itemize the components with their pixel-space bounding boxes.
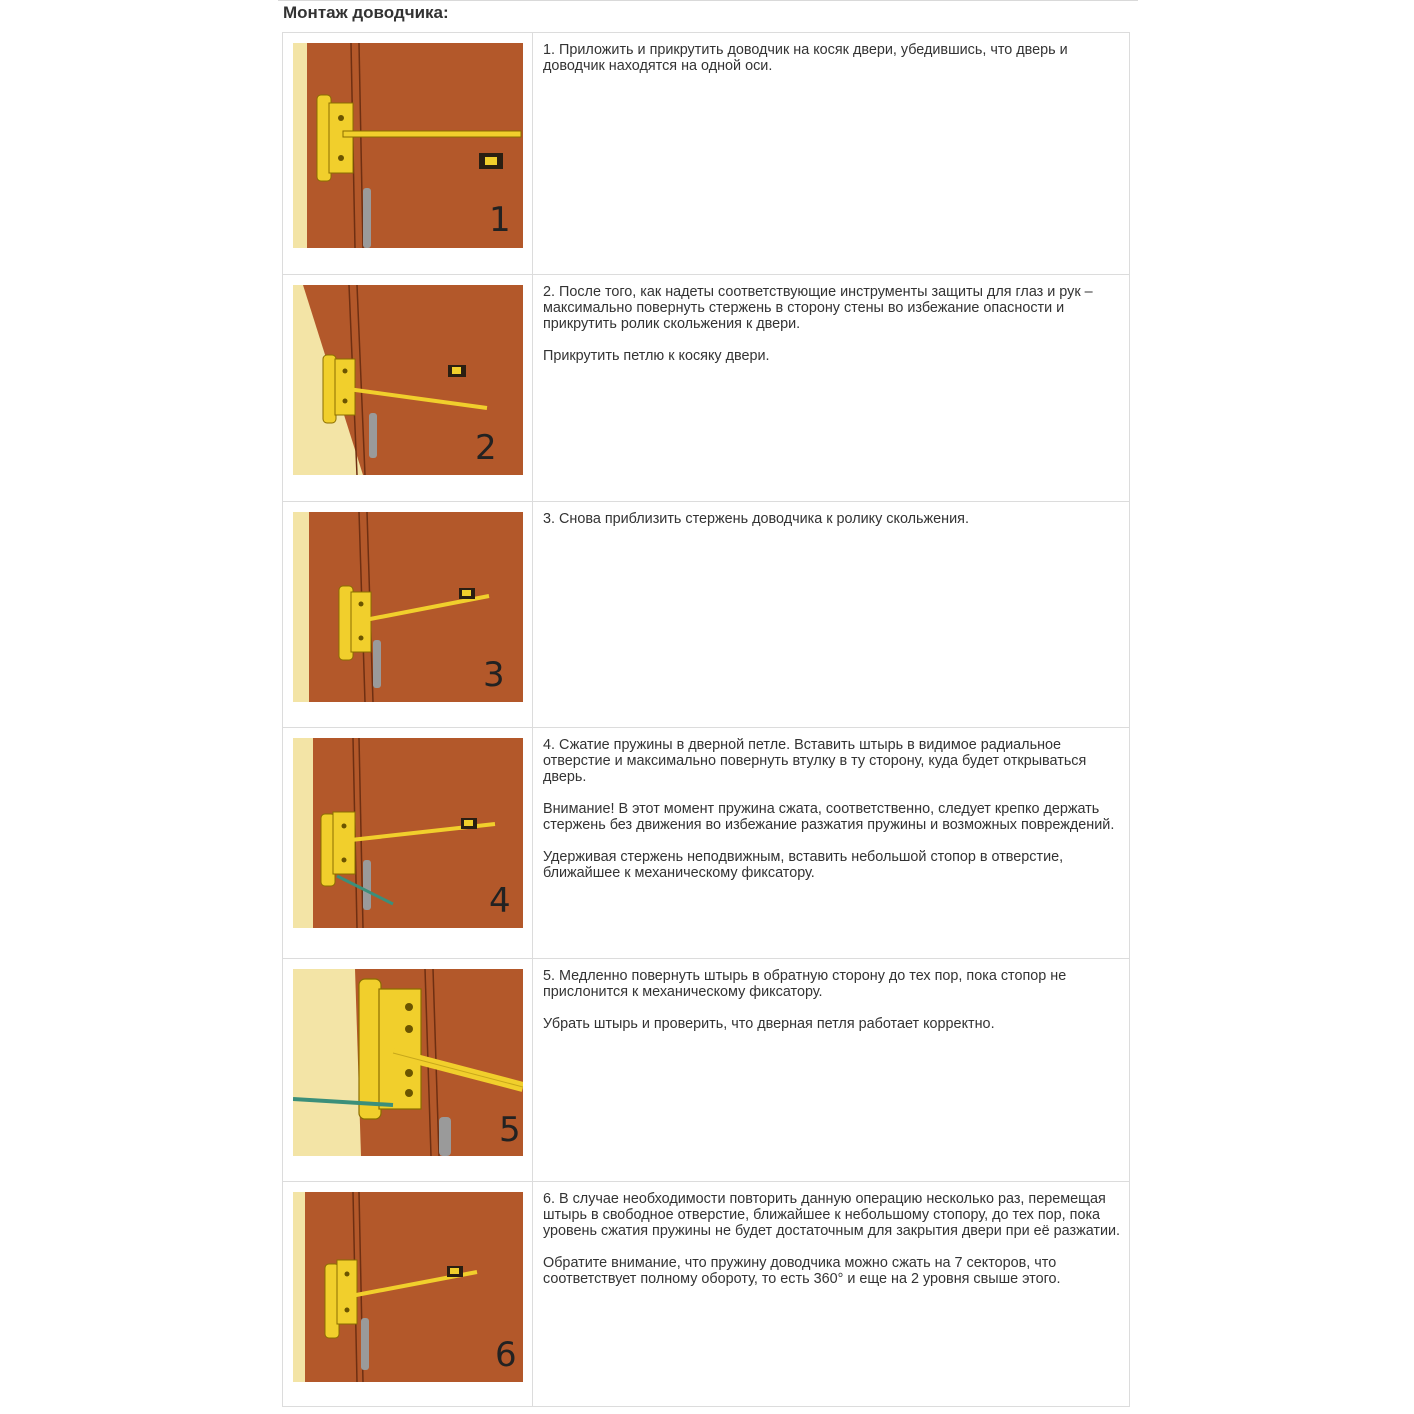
top-divider — [278, 0, 1138, 1]
step-illustration-5 — [293, 969, 523, 1156]
step-paragraph: 6. В случае необходимости повторить данную операцию несколько раз, перемещая штырь в свободное отверстие, ближайшее к небольшому стопору, до тех пор, пока уровень сжатия пружины не будет достаточным для закрытия двери при её разжатии. — [543, 1191, 1121, 1239]
step-row-2 — [283, 274, 1129, 501]
step-row-3 — [283, 501, 1129, 727]
step-paragraph: Убрать штырь и проверить, что дверная петля работает корректно. — [543, 1016, 995, 1032]
step-image-cell — [283, 728, 533, 958]
step-text-5 — [543, 968, 1121, 1048]
step-paragraph: Обратите внимание, что пружину доводчика можно сжать на 7 секторов, что соответствует полному обороту, то есть 360° и еще на 2 уровня свыше этого. — [543, 1255, 1061, 1287]
step-illustration-2 — [293, 285, 523, 475]
step-paragraph: Внимание! В этот момент пружина сжата, соответственно, следует крепко держать стержень без движения во избежание разжатия пружины и возможных повреждений. — [543, 801, 1115, 833]
step-paragraph: Удерживая стержень неподвижным, вставить небольшой стопор в отверстие, ближайшее к механическому фиксатору. — [543, 849, 1064, 881]
step-row-4 — [283, 727, 1129, 958]
step-paragraph: 4. Сжатие пружины в дверной петле. Вставить штырь в видимое радиальное отверстие и максимально повернуть втулку в ту сторону, куда будет открываться дверь. — [543, 737, 1087, 785]
step-row-6 — [283, 1181, 1129, 1406]
step-image-cell — [283, 959, 533, 1181]
step-image-cell — [283, 275, 533, 501]
step-image-cell — [283, 502, 533, 727]
step-number-6: 6 — [495, 1335, 517, 1375]
step-illustration-1 — [293, 43, 523, 248]
step-paragraph: 2. После того, как надеты соответствующие инструменты защиты для глаз и рук – максимально повернуть стержень в сторону стены во избежание опасности и прикрутить ролик скольжения к двери. — [543, 284, 1093, 332]
step-row-1 — [283, 33, 1129, 274]
step-text-4 — [543, 737, 1121, 897]
step-paragraph: 3. Снова приблизить стержень доводчика к ролику скольжения. — [543, 511, 969, 527]
step-number-1: 1 — [489, 200, 511, 240]
step-paragraph: 1. Приложить и прикрутить доводчик на косяк двери, убедившись, что дверь и доводчик находятся на одной оси. — [543, 42, 1068, 74]
step-image-cell — [283, 33, 533, 274]
step-illustration-3 — [293, 512, 523, 702]
page-title: Монтаж доводчика: — [283, 3, 449, 22]
step-text-6 — [543, 1191, 1121, 1303]
step-row-5 — [283, 958, 1129, 1181]
step-text-1 — [543, 42, 1121, 90]
step-illustration-4 — [293, 738, 523, 928]
step-text-2 — [543, 284, 1121, 380]
step-number-4: 4 — [489, 881, 511, 921]
step-text-3 — [543, 511, 1121, 543]
step-illustration-6 — [293, 1192, 523, 1382]
step-number-5: 5 — [499, 1110, 521, 1150]
step-paragraph: Прикрутить петлю к косяку двери. — [543, 348, 770, 364]
step-paragraph: 5. Медленно повернуть штырь в обратную сторону до тех пор, пока стопор не прислонится к механическому фиксатору. — [543, 968, 1067, 1000]
step-image-cell — [283, 1182, 533, 1406]
step-number-2: 2 — [475, 428, 497, 468]
instructions-table — [282, 32, 1130, 1407]
step-number-3: 3 — [483, 655, 505, 695]
